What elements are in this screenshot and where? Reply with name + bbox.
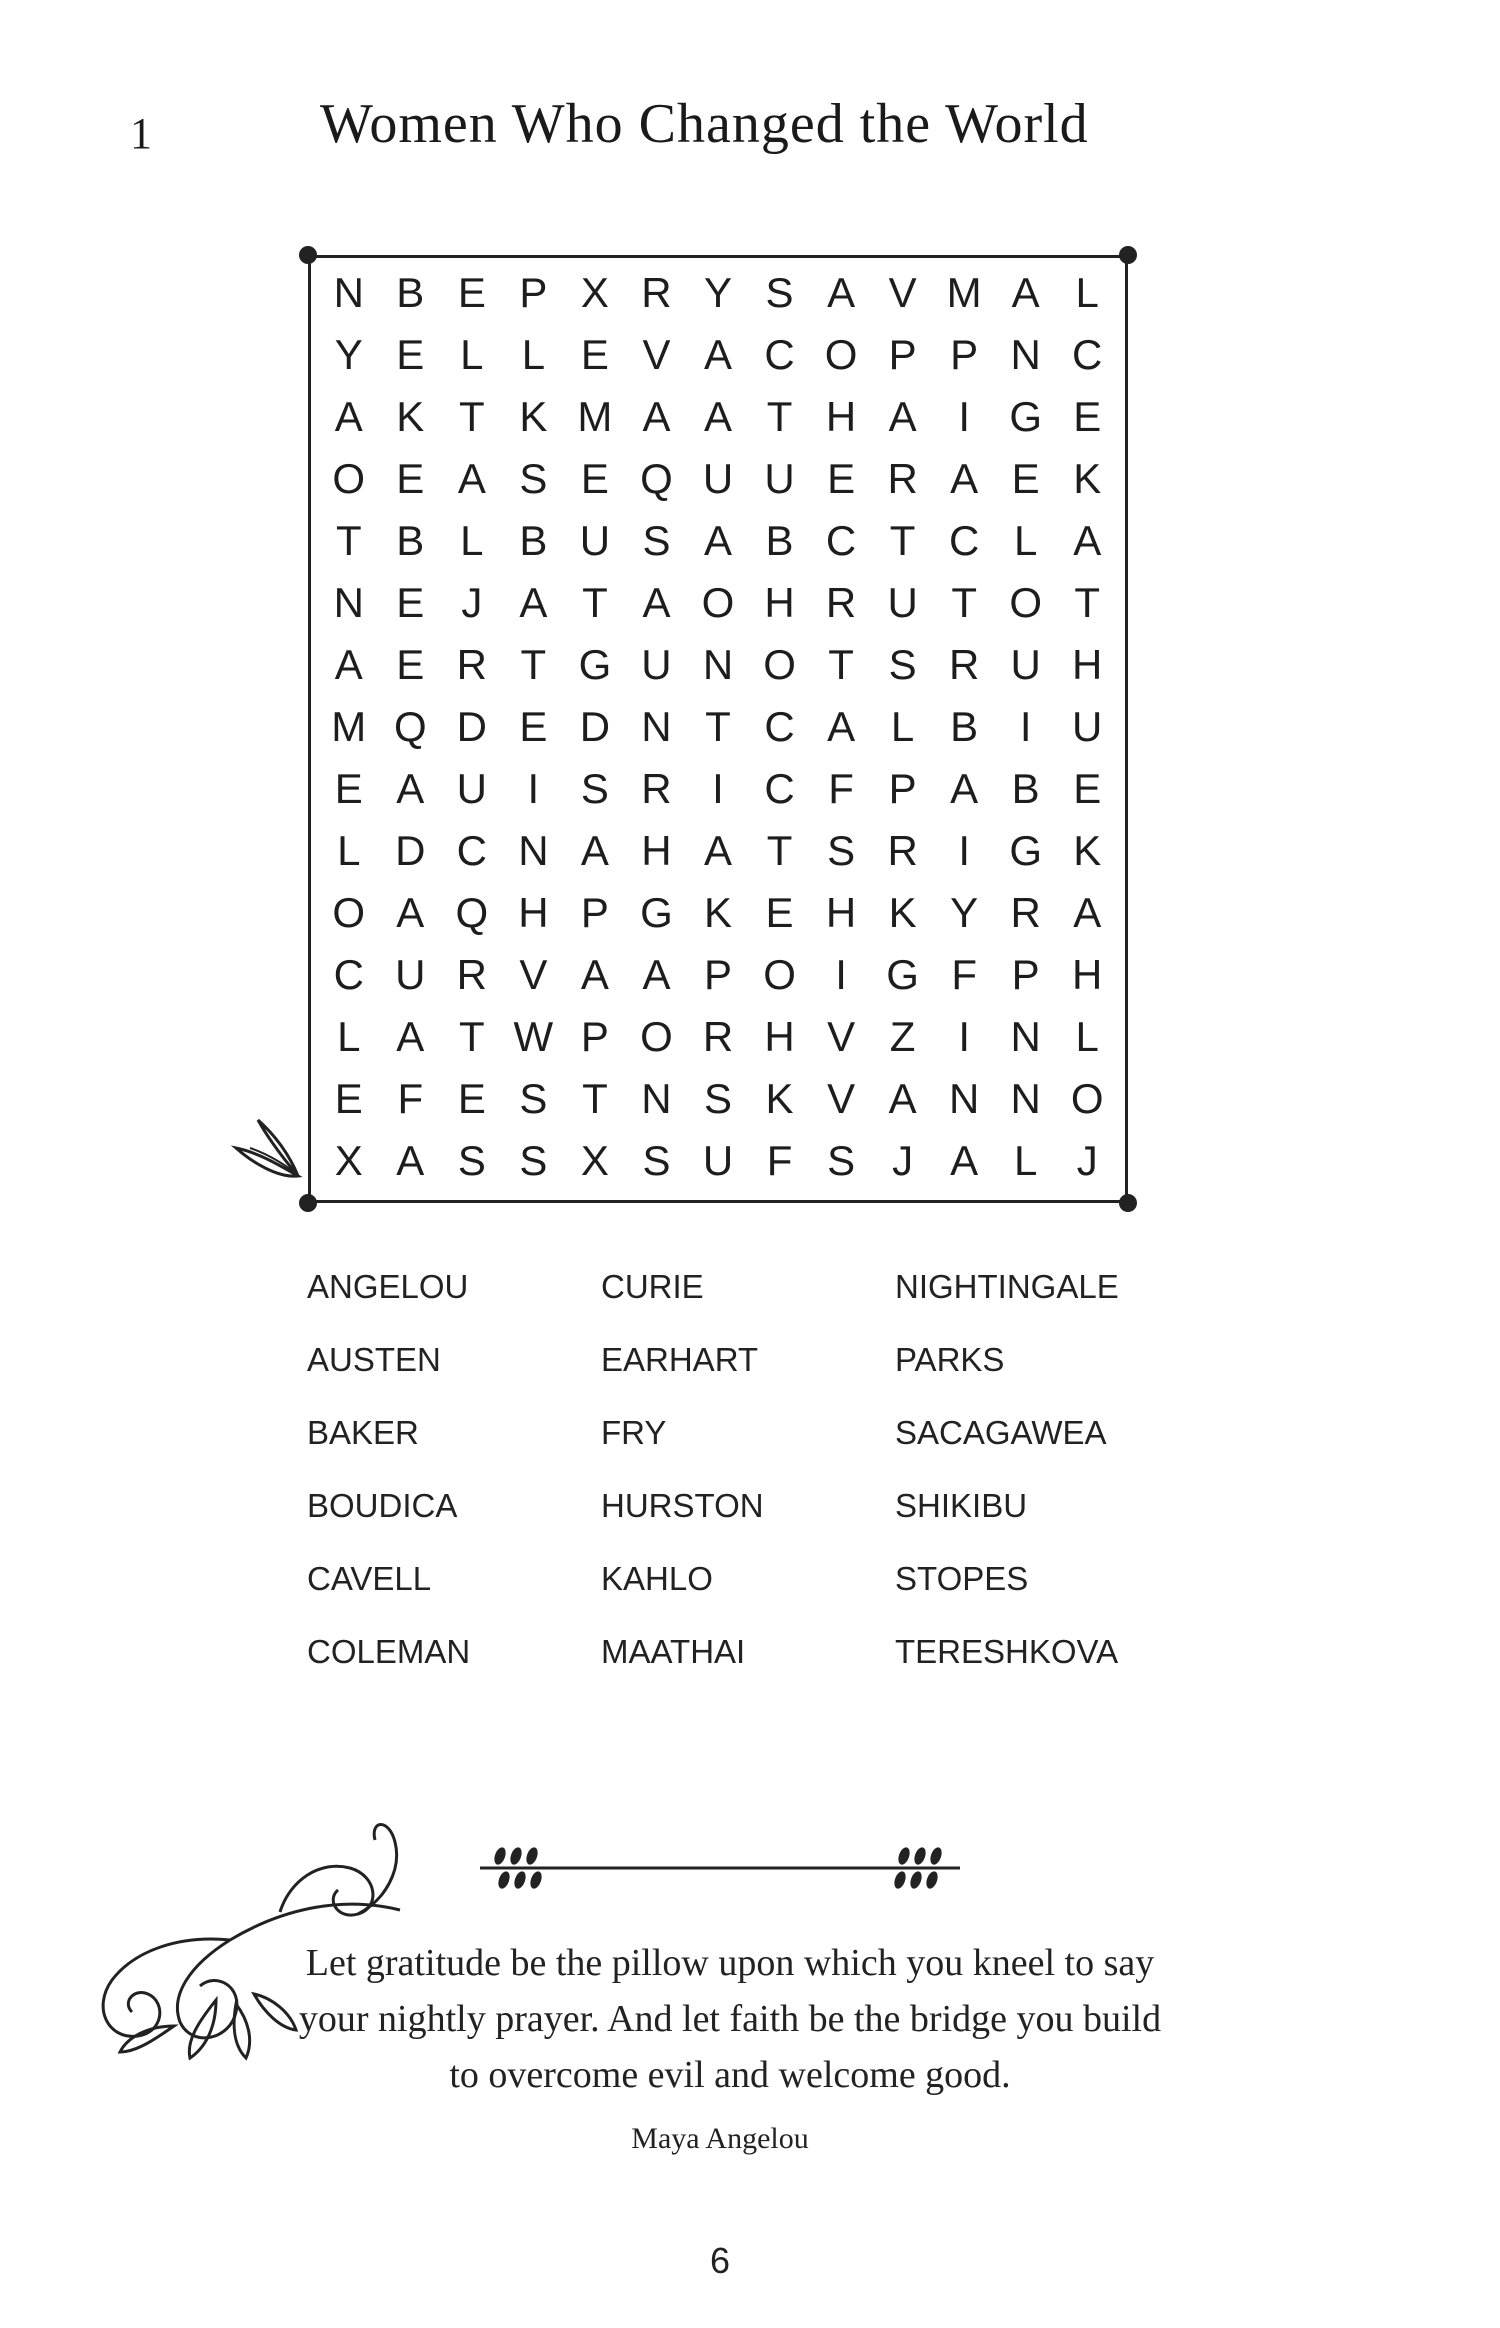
word-list-item: SHIKIBU xyxy=(895,1487,1028,1524)
grid-letter: U xyxy=(1010,641,1041,688)
grid-letter: Q xyxy=(455,889,489,936)
grid-letter: M xyxy=(946,269,982,316)
grid-letter: V xyxy=(642,331,671,378)
grid-letter: H xyxy=(825,889,857,936)
grid-letter: E xyxy=(396,641,425,688)
grid-letter: C xyxy=(333,951,364,998)
grid-letter: T xyxy=(582,1075,608,1122)
grid-letter: U xyxy=(1072,703,1103,750)
grid-letter: A xyxy=(334,641,363,688)
grid-letter: A xyxy=(457,455,486,502)
grid-letter: I xyxy=(958,827,970,874)
grid-letter: K xyxy=(888,889,917,936)
grid-letter: O xyxy=(763,951,796,998)
frame-corner-dot xyxy=(299,1194,317,1212)
grid-letter: I xyxy=(1019,703,1032,750)
grid-letter: V xyxy=(519,951,548,998)
grid-letter: N xyxy=(1010,1013,1041,1060)
grid-letter: P xyxy=(1011,951,1040,998)
grid-letter: V xyxy=(827,1013,856,1060)
grid-letter: S xyxy=(642,517,671,564)
grid-letter: S xyxy=(642,1137,671,1184)
grid-letter: M xyxy=(577,393,613,440)
frame-corner-dot xyxy=(1119,1194,1137,1212)
grid-letter: P xyxy=(519,269,548,316)
word-list-item: AUSTEN xyxy=(307,1341,441,1378)
grid-letter: J xyxy=(892,1137,914,1184)
grid-letter: E xyxy=(827,455,856,502)
grid-letter: S xyxy=(827,1137,856,1184)
grid-letter: N xyxy=(641,703,672,750)
grid-letter: A xyxy=(1073,517,1102,564)
word-list-item: STOPES xyxy=(895,1560,1029,1597)
word-list-item: MAATHAI xyxy=(601,1633,746,1670)
grid-letter: G xyxy=(886,951,919,998)
grid-letter: J xyxy=(461,579,483,626)
grid-letter: X xyxy=(334,1137,363,1184)
grid-letter: P xyxy=(888,331,917,378)
grid-letter: B xyxy=(1011,765,1040,812)
grid-letter: E xyxy=(1073,393,1102,440)
grid-letter: S xyxy=(519,1075,548,1122)
grid-letter: A xyxy=(703,393,732,440)
grid-letter: K xyxy=(703,889,732,936)
page-number: 6 xyxy=(709,2240,731,2281)
grid-letter: X xyxy=(580,269,609,316)
grid-letter: B xyxy=(765,517,794,564)
grid-letter: U xyxy=(764,455,795,502)
grid-letter: U xyxy=(641,641,672,688)
grid-letter: U xyxy=(395,951,426,998)
grid-letter: C xyxy=(948,517,980,564)
quote-text: Let gratitude be the pillow upon which you kneel to say your nightly prayer. And let faith be the bridge you build to overcome evil and welcome good. xyxy=(298,1942,1162,2096)
grid-letter: I xyxy=(712,765,724,812)
grid-letter: L xyxy=(337,827,361,874)
grid-letter: O xyxy=(701,579,735,626)
grid-letter: C xyxy=(1072,331,1103,378)
grid-letter: P xyxy=(580,1013,609,1060)
grid-letter: E xyxy=(1073,765,1102,812)
word-search-grid xyxy=(318,262,1118,1192)
grid-letter: D xyxy=(395,827,426,874)
grid-letter: I xyxy=(958,1013,970,1060)
grid-letter: A xyxy=(396,765,425,812)
grid-letter: P xyxy=(950,331,979,378)
grid-letter: N xyxy=(1010,331,1041,378)
grid-letter: E xyxy=(396,455,425,502)
grid-letter: V xyxy=(827,1075,856,1122)
grid-letter: V xyxy=(888,269,917,316)
grid-letter: L xyxy=(337,1013,361,1060)
grid-letter: C xyxy=(764,765,795,812)
grid-letter: L xyxy=(460,331,484,378)
grid-letter: U xyxy=(702,455,734,502)
grid-letter: F xyxy=(951,951,977,998)
grid-letter: U xyxy=(887,579,918,626)
grid-letter: H xyxy=(764,1013,795,1060)
grid-letter: E xyxy=(334,1075,363,1122)
grid-letter: G xyxy=(1009,393,1043,440)
grid-letter: D xyxy=(456,703,487,750)
grid-letter: A xyxy=(396,1013,425,1060)
frame-corner-dot xyxy=(1119,246,1137,264)
grid-letter: E xyxy=(580,331,609,378)
grid-letter: R xyxy=(456,641,487,688)
grid-letter: A xyxy=(1073,889,1102,936)
grid-letter: N xyxy=(333,579,364,626)
word-list-item: CURIE xyxy=(601,1268,704,1305)
grid-letter: N xyxy=(948,1075,980,1122)
grid-letter: T xyxy=(828,641,854,688)
grid-letter: L xyxy=(1075,1013,1099,1060)
grid-letter: A xyxy=(827,269,856,316)
grid-letter: K xyxy=(765,1075,794,1122)
grid-letter: N xyxy=(702,641,734,688)
grid-letter: S xyxy=(519,1137,548,1184)
grid-letter: O xyxy=(763,641,796,688)
grid-letter: S xyxy=(519,455,548,502)
grid-letter: A xyxy=(703,827,732,874)
grid-letter: P xyxy=(888,765,917,812)
grid-letter: U xyxy=(579,517,611,564)
word-list-item: HURSTON xyxy=(601,1487,764,1524)
grid-letter: A xyxy=(642,579,671,626)
grid-letter: T xyxy=(520,641,547,688)
grid-letter: C xyxy=(825,517,857,564)
grid-letter: G xyxy=(578,641,612,688)
grid-letter: N xyxy=(518,827,549,874)
grid-letter: H xyxy=(764,579,795,626)
grid-letter: B xyxy=(950,703,979,750)
word-list xyxy=(307,1250,1207,1690)
word-list-item: TERESHKOVA xyxy=(895,1633,1119,1670)
word-list-item: FRY xyxy=(601,1414,667,1451)
grid-letter: B xyxy=(396,269,425,316)
grid-letter: A xyxy=(950,455,979,502)
grid-letter: T xyxy=(459,1013,485,1060)
grid-letter: K xyxy=(1073,827,1102,874)
grid-letter: Y xyxy=(703,269,732,316)
grid-letter: H xyxy=(641,827,672,874)
grid-letter: Q xyxy=(393,703,427,750)
grid-letter: F xyxy=(766,1137,793,1184)
grid-letter: S xyxy=(765,269,794,316)
grid-letter: K xyxy=(1073,455,1102,502)
grid-letter: R xyxy=(702,1013,734,1060)
grid-letter: D xyxy=(579,703,611,750)
grid-letter: R xyxy=(887,455,918,502)
leaf-flourish-icon xyxy=(228,1108,308,1188)
grid-letter: H xyxy=(1072,951,1103,998)
grid-letter: S xyxy=(457,1137,486,1184)
grid-letter: I xyxy=(958,393,970,440)
frame-corner-dot xyxy=(299,246,317,264)
page-title: Women Who Changed the World xyxy=(320,93,1089,155)
grid-letter: X xyxy=(580,1137,609,1184)
grid-letter: S xyxy=(827,827,856,874)
grid-letter: G xyxy=(1009,827,1043,874)
grid-letter: L xyxy=(1014,1137,1038,1184)
divider-sprig-icon xyxy=(460,1838,980,1898)
grid-letter: A xyxy=(703,517,732,564)
grid-letter: A xyxy=(827,703,856,750)
word-list-item: COLEMAN xyxy=(307,1633,471,1670)
grid-letter: Q xyxy=(640,455,673,502)
word-list-item: SACAGAWEA xyxy=(895,1414,1107,1451)
grid-letter: Z xyxy=(889,1013,916,1060)
grid-letter: H xyxy=(1072,641,1103,688)
grid-letter: N xyxy=(333,269,364,316)
quote-author: Maya Angelou xyxy=(631,2122,809,2155)
grid-letter: A xyxy=(950,1137,979,1184)
grid-letter: R xyxy=(641,269,672,316)
grid-letter: T xyxy=(1074,579,1101,626)
grid-letter: T xyxy=(705,703,731,750)
grid-letter: A xyxy=(642,951,671,998)
grid-letter: E xyxy=(396,331,425,378)
grid-letter: E xyxy=(396,579,425,626)
grid-letter: T xyxy=(335,517,362,564)
grid-letter: S xyxy=(580,765,609,812)
grid-letter: A xyxy=(642,393,671,440)
grid-letter: E xyxy=(1011,455,1040,502)
grid-letter: Y xyxy=(950,889,979,936)
puzzle-number: 1 xyxy=(130,109,152,158)
grid-letter: N xyxy=(1010,1075,1041,1122)
grid-letter: K xyxy=(396,393,425,440)
grid-letter: J xyxy=(1076,1137,1098,1184)
word-list-item: ANGELOU xyxy=(307,1268,469,1305)
grid-letter: Y xyxy=(334,331,363,378)
grid-letter: H xyxy=(518,889,549,936)
grid-letter: S xyxy=(888,641,917,688)
grid-letter: L xyxy=(890,703,915,750)
grid-letter: E xyxy=(519,703,548,750)
grid-letter: A xyxy=(519,579,548,626)
grid-letter: O xyxy=(1009,579,1043,626)
grid-letter: A xyxy=(888,1075,917,1122)
word-list-item: BAKER xyxy=(307,1414,419,1451)
grid-letter: M xyxy=(331,703,367,750)
grid-letter: R xyxy=(1010,889,1041,936)
grid-letter: E xyxy=(457,1075,486,1122)
grid-letter: N xyxy=(641,1075,672,1122)
grid-letter: I xyxy=(527,765,540,812)
grid-letter: E xyxy=(580,455,609,502)
grid-letter: R xyxy=(456,951,487,998)
grid-letter: O xyxy=(332,889,366,936)
word-list-item: CAVELL xyxy=(307,1560,432,1597)
grid-letter: E xyxy=(457,269,486,316)
grid-letter: C xyxy=(456,827,487,874)
grid-letter: U xyxy=(702,1137,734,1184)
grid-letter: T xyxy=(766,393,793,440)
grid-letter: T xyxy=(766,827,793,874)
word-list-item: BOUDICA xyxy=(307,1487,458,1524)
word-list-item: EARHART xyxy=(601,1341,759,1378)
grid-letter: R xyxy=(887,827,918,874)
grid-letter: A xyxy=(580,827,609,874)
grid-letter: A xyxy=(396,889,425,936)
grid-letter: T xyxy=(951,579,977,626)
grid-letter: O xyxy=(1070,1075,1104,1122)
grid-letter: T xyxy=(459,393,485,440)
grid-letter: R xyxy=(641,765,672,812)
grid-letter: C xyxy=(764,331,795,378)
grid-letter: O xyxy=(640,1013,673,1060)
grid-letter: O xyxy=(332,455,366,502)
grid-letter: L xyxy=(1014,517,1038,564)
grid-letter: B xyxy=(396,517,425,564)
grid-letter: P xyxy=(580,889,609,936)
grid-letter: A xyxy=(334,393,363,440)
grid-letter: A xyxy=(396,1137,425,1184)
grid-letter: F xyxy=(828,765,854,812)
grid-letter: P xyxy=(703,951,732,998)
grid-letter: A xyxy=(950,765,979,812)
grid-letter: S xyxy=(703,1075,732,1122)
grid-letter: H xyxy=(825,393,857,440)
word-list-item: KAHLO xyxy=(601,1560,713,1597)
word-list-item: NIGHTINGALE xyxy=(895,1268,1119,1305)
grid-letter: A xyxy=(1011,269,1040,316)
grid-letter: A xyxy=(888,393,917,440)
word-list-item: PARKS xyxy=(895,1341,1005,1378)
grid-letter: L xyxy=(1075,269,1099,316)
grid-letter: A xyxy=(580,951,609,998)
grid-letter: T xyxy=(582,579,608,626)
grid-letter: K xyxy=(519,393,548,440)
grid-letter: L xyxy=(460,517,484,564)
grid-letter: O xyxy=(824,331,858,378)
grid-letter: G xyxy=(640,889,673,936)
grid-letter: C xyxy=(764,703,795,750)
grid-letter: L xyxy=(521,331,546,378)
grid-letter: T xyxy=(889,517,916,564)
grid-letter: F xyxy=(397,1075,424,1122)
grid-letter: R xyxy=(825,579,857,626)
grid-letter: W xyxy=(513,1013,554,1060)
grid-letter: B xyxy=(519,517,548,564)
grid-letter: I xyxy=(835,951,847,998)
grid-letter: R xyxy=(948,641,980,688)
grid-letter: A xyxy=(703,331,732,378)
grid-letter: U xyxy=(456,765,487,812)
grid-letter: E xyxy=(765,889,794,936)
grid-letter: E xyxy=(334,765,363,812)
